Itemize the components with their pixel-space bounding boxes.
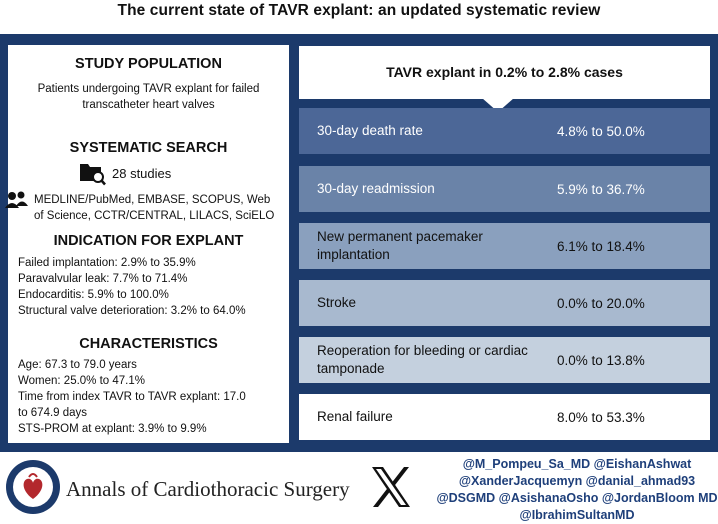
handle-line: @DSGMD @AsishanaOsho @JordanBloom MD: [436, 491, 718, 505]
outcome-label: New permanent pacemaker implantation: [317, 229, 483, 262]
x-logo-icon: [370, 465, 412, 509]
outcome-value: 5.9% to 36.7%: [557, 181, 645, 197]
outcome-row-renal: [299, 394, 710, 440]
characteristics-item: to 674.9 days: [18, 407, 88, 419]
journal-name: Annals of Cardiothoracic Surgery: [66, 477, 350, 501]
population-text-1: Patients undergoing TAVR explant for failed: [37, 83, 260, 95]
search-heading: SYSTEMATIC SEARCH: [69, 140, 228, 156]
outcome-row-readmission: [299, 166, 710, 212]
characteristics-item: Women: 25.0% to 47.1%: [18, 375, 145, 387]
indication-heading: INDICATION FOR EXPLANT: [53, 233, 244, 249]
indication-item: Structural valve deterioration: 3.2% to 64.0%: [18, 305, 246, 317]
handle-line: @XanderJacquemyn @danial_ahmad93: [458, 474, 696, 488]
handle-line: @IbrahimSultanMD: [519, 508, 635, 522]
studies-count: 28 studies: [112, 166, 172, 181]
population-text-2: transcatheter heart valves: [82, 99, 215, 111]
folder-search-icon: [79, 160, 107, 186]
left-column: [8, 45, 289, 443]
outcome-value: 8.0% to 53.3%: [557, 409, 645, 425]
indication-item: Endocarditis: 5.9% to 100.0%: [18, 289, 169, 301]
outcome-row-stroke: [299, 280, 710, 326]
outcome-row-reoperation: [299, 337, 710, 383]
explant-rate-text: TAVR explant in 0.2% to 2.8% cases: [386, 64, 623, 80]
outcome-label: Renal failure: [317, 409, 393, 424]
outcome-label: Stroke: [317, 295, 357, 310]
journal-seal-logo: [5, 459, 61, 515]
outcome-value: 0.0% to 13.8%: [557, 352, 645, 368]
outcome-value: 4.8% to 50.0%: [557, 123, 645, 139]
databases-line-2: of Science, CCTR/CENTRAL, LILACS, SciELO: [34, 210, 275, 222]
outcome-row-pacemaker: [299, 223, 710, 269]
indication-item: Paravalvular leak: 7.7% to 71.4%: [18, 273, 188, 285]
outcome-label: Reoperation for bleeding or cardiac tamponade: [317, 343, 528, 376]
explant-rate-box: [299, 46, 710, 99]
population-heading: STUDY POPULATION: [75, 56, 222, 72]
characteristics-item: Age: 67.3 to 79.0 years: [18, 359, 137, 371]
characteristics-item: Time from index TAVR to TAVR explant: 17.0: [18, 391, 246, 403]
characteristics-item: STS-PROM at explant: 3.9% to 9.9%: [18, 423, 207, 435]
people-icon: [4, 190, 30, 210]
handle-line: @M_Pompeu_Sa_MD @EishanAshwat: [462, 457, 692, 471]
characteristics-heading: CHARACTERISTICS: [79, 336, 218, 352]
outcome-label: 30-day readmission: [317, 181, 435, 196]
page-title: The current state of TAVR explant: an updated systematic review: [117, 2, 601, 19]
social-handles: [436, 456, 718, 524]
outcome-row-death: [299, 108, 710, 154]
outcome-value: 0.0% to 20.0%: [557, 295, 645, 311]
outcome-label: 30-day death rate: [317, 123, 423, 138]
databases-line-1: MEDLINE/PubMed, EMBASE, SCOPUS, Web: [34, 194, 271, 206]
indication-item: Failed implantation: 2.9% to 35.9%: [18, 257, 196, 269]
outcome-value: 6.1% to 18.4%: [557, 238, 645, 254]
